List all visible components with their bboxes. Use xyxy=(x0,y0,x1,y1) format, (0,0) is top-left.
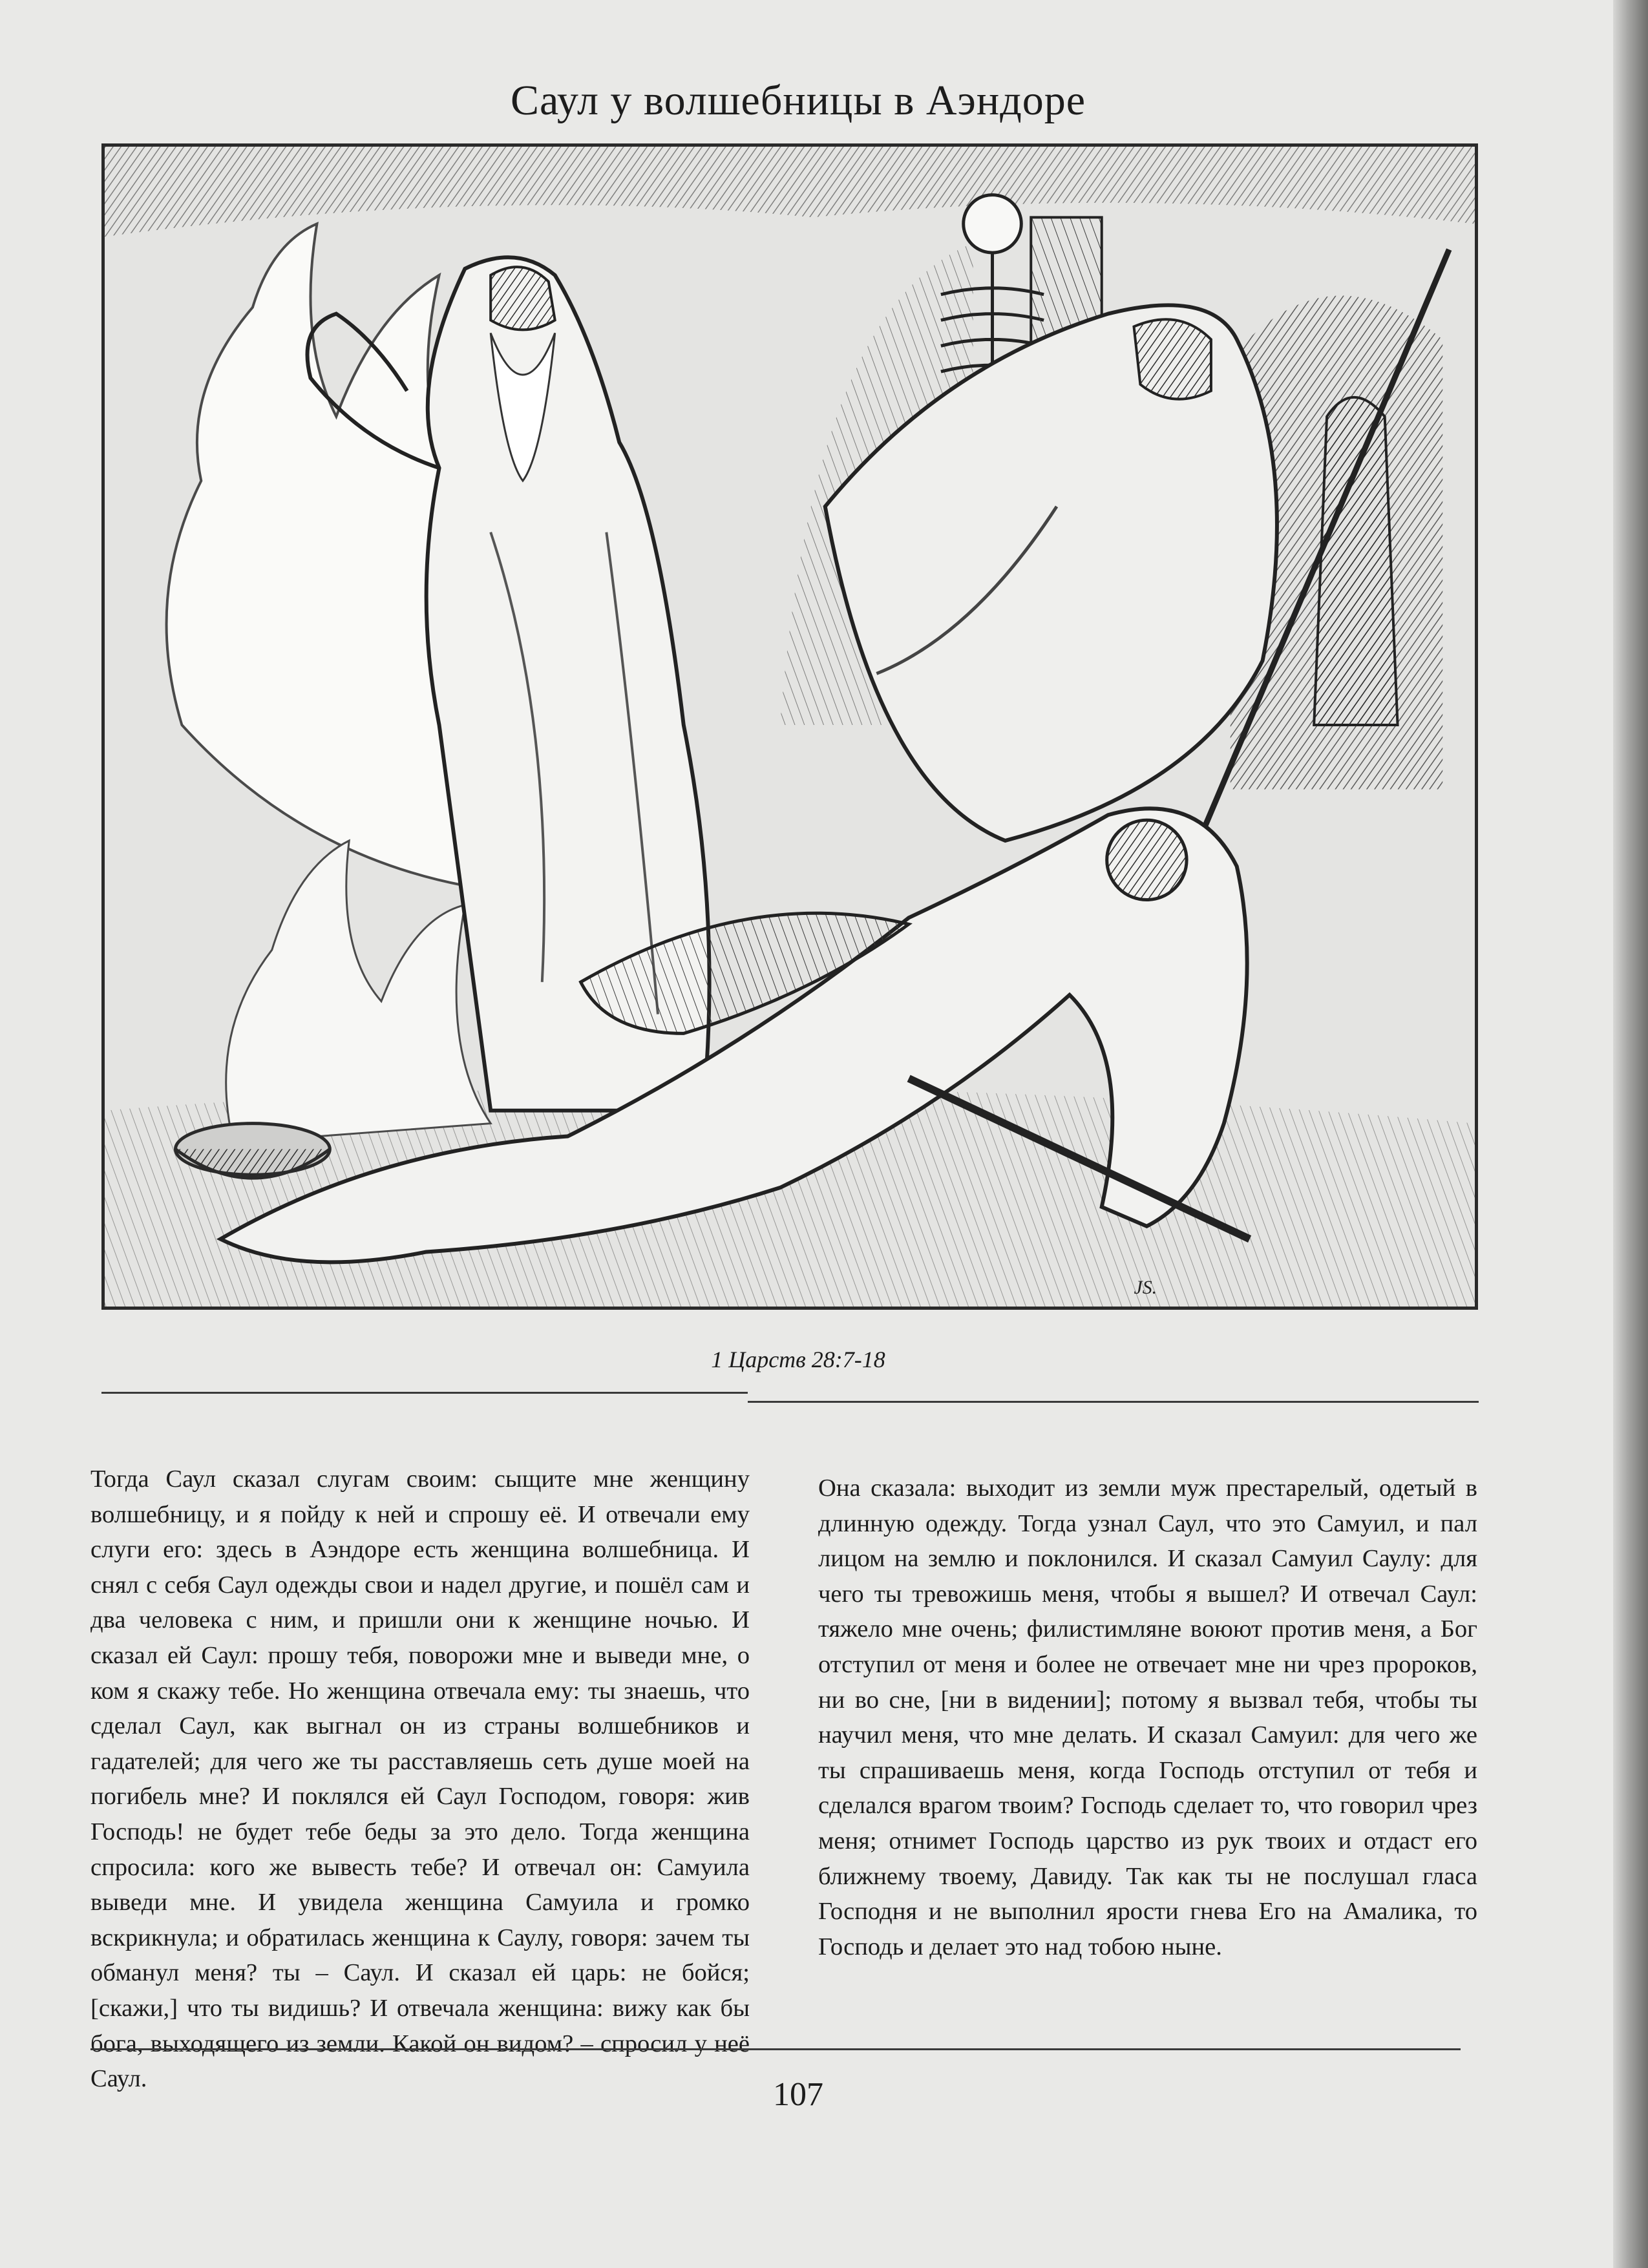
top-rule-left xyxy=(101,1392,748,1394)
top-rule-right xyxy=(748,1401,1479,1403)
skeleton-skull xyxy=(964,195,1022,253)
text-column-left: Тогда Саул сказал слугам своим: сыщите мне женщину волшебницу, и я пойду к ней и спрошу её. И отвечали ему слуги его: здесь в Аэндоре есть женщина волшебница. И снял с себя Саул одежды свои и надел другие, и пошёл сам и два человека с ним, и пришли они к женщине ночью. И сказал ей Саул: прошу тебя, поворожи мне и выведи мне, о ком я скажу тебе. Но женщина отвечала ему: ты знаешь, что сделал Саул, как выгнал он из страны волшебников и гадателей; для чего же ты расставляешь сеть душе моей на погибель мне? И поклялся ей Саул Господом, говоря: жив Господь! не будет тебе беды за это дело. Тогда женщина спросила: кого же вывесть тебе? И отвечал он: Самуила выведи мне. И увидела женщина Самуила и громко вскрикнула; и обратилась женщина к Саулу, говоря: зачем ты обманул меня? ты – Саул. И сказал ей царь: не бойся; [скажи,] что ты видишь? И отвечала женщина: вижу как бы бога, выходящего из земли. Какой он видом? – спросил у неё Саул. xyxy=(90,1465,750,2093)
page-number: 107 xyxy=(773,2076,823,2113)
saul-head xyxy=(1107,820,1187,899)
text-column-right: Она сказала: выходит из земли муж престарелый, одетый в длинную одежду. Тогда узнал Саул, что это Самуил, и пал лицом на землю и поклонился. И сказал Самуил Саулу: для чего ты тревожишь меня, чтобы я вышел? И отвечал Саул: тяжело мне очень; филистимляне воюют против меня, а Бог отступил от меня и более не отвечает мне ни чрез пророков, ни во сне, [ни в видении]; потому я вызвал тебя, чтобы ты научил меня, что мне делать. И сказал Самуил: для чего же ты спрашиваешь меня, когда Господь отступил от тебя и сделался врагом твоим? Господь сделает то, что говорил чрез меня; отнимет Господь царство из рук твоих и отдаст его ближнему твоему, Давиду. Так как ты не послушал гласа Господня и не выполнил ярости гнева Его на Амалика, то Господь и делает это над тобою ныне. xyxy=(818,1475,1477,1960)
engraving-sketch xyxy=(105,147,1475,1307)
engraving-illustration xyxy=(101,143,1478,1310)
scripture-reference: 1 Царств 28:7-18 xyxy=(711,1347,885,1372)
bottom-rule xyxy=(90,2048,1461,2050)
page-title: Саул у волшебницы в Аэндоре xyxy=(510,77,1086,124)
witch-head xyxy=(1134,319,1210,399)
scan-edge-shadow xyxy=(1613,0,1648,2268)
artist-monogram: JS. xyxy=(1134,1277,1157,1299)
guard-figure xyxy=(1314,397,1397,725)
